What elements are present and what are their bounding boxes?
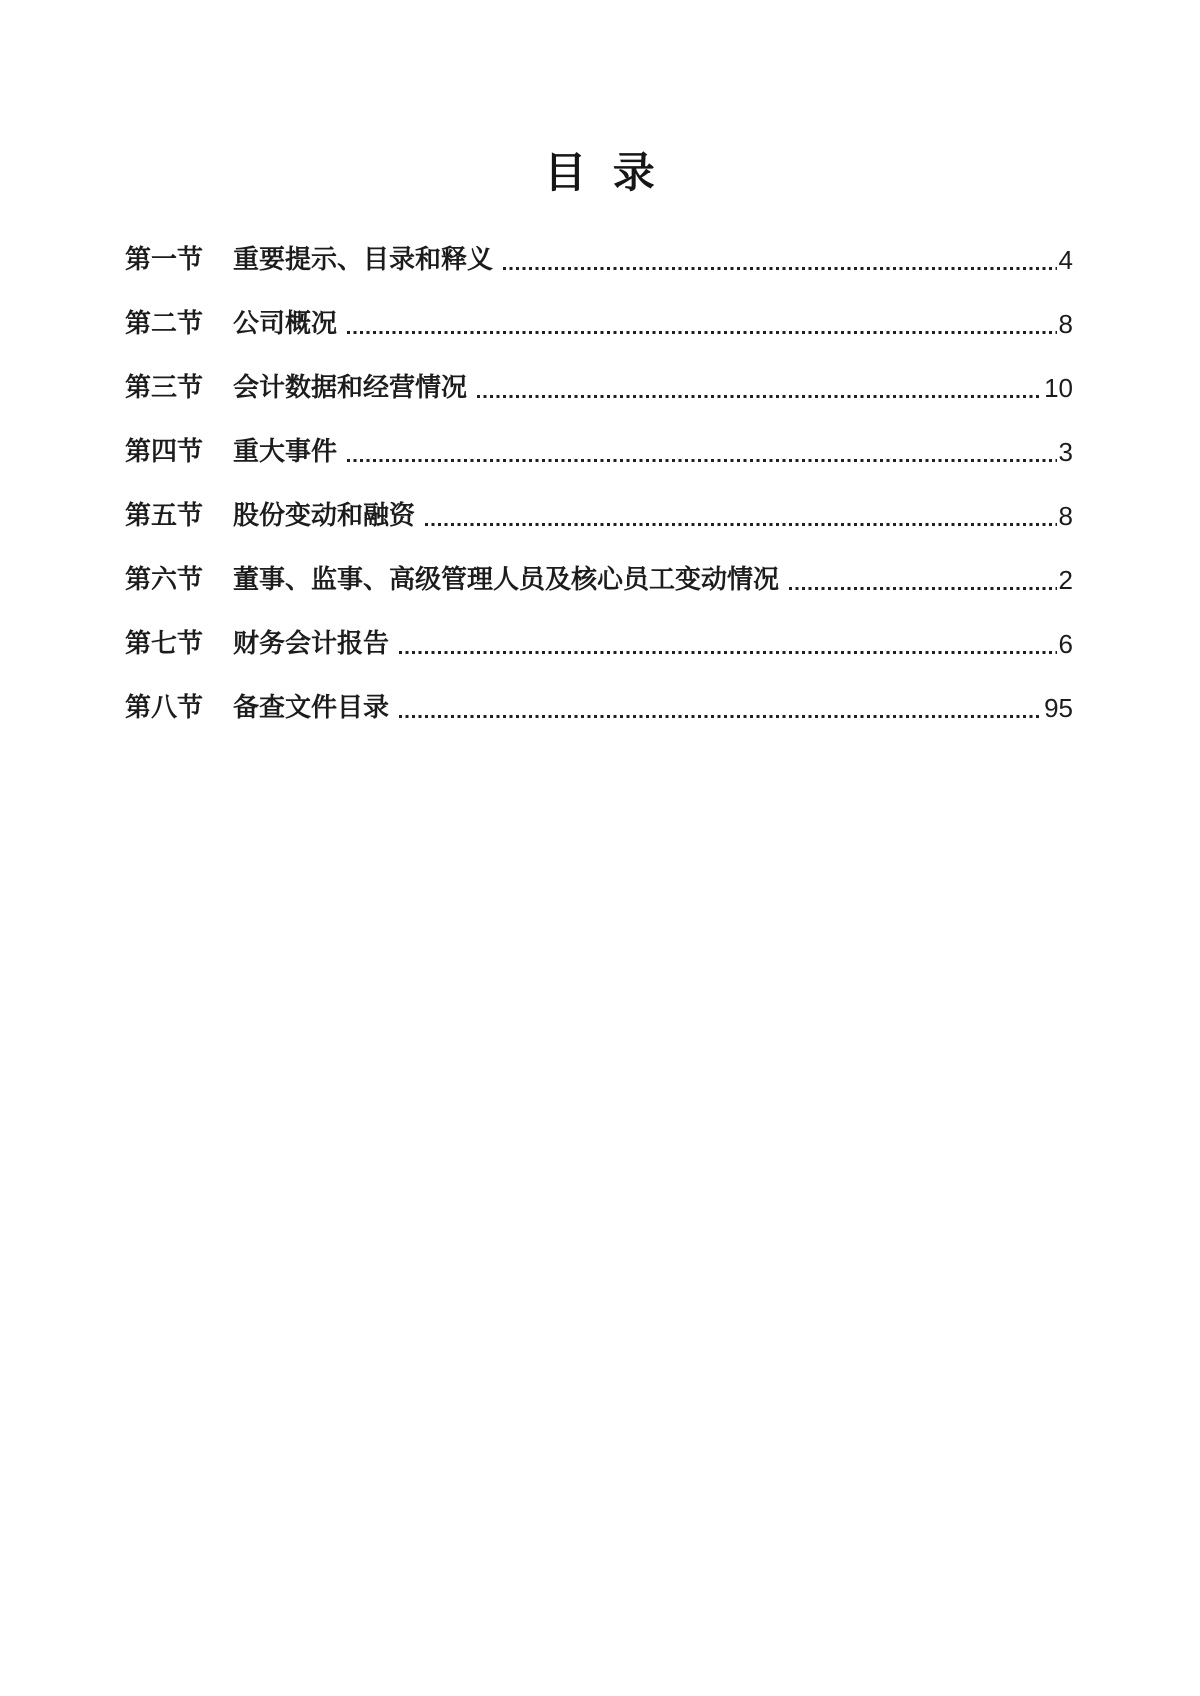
toc-chapter-label: 第一节 [125, 245, 204, 274]
toc-chapter-label: 第五节 [125, 501, 204, 530]
toc-entry-title: 备查文件目录 [233, 693, 390, 722]
toc-entry-title: 公司概况 [233, 309, 338, 338]
toc-page-number: 10 [1044, 373, 1073, 403]
toc-chapter-label: 第四节 [125, 437, 204, 466]
toc-entry[interactable] [125, 373, 1073, 403]
toc-page-number: 8 [1058, 501, 1073, 531]
toc-chapter-label: 第三节 [125, 373, 204, 402]
dot-leader [399, 715, 1042, 718]
toc-entry-title: 会计数据和经营情况 [233, 373, 468, 402]
toc-chapter-label: 第六节 [125, 565, 204, 594]
toc-list [125, 245, 1073, 723]
toc-entry[interactable] [125, 501, 1073, 531]
dot-leader [503, 267, 1057, 270]
toc-entry[interactable] [125, 309, 1073, 339]
toc-entry[interactable] [125, 693, 1073, 723]
toc-entry[interactable] [125, 245, 1073, 275]
toc-entry-title: 重要提示、目录和释义 [233, 245, 494, 274]
dot-leader [347, 331, 1057, 334]
toc-page-number: 4 [1058, 245, 1073, 275]
page-title: 目 录 [544, 151, 656, 197]
toc-entry[interactable] [125, 629, 1073, 659]
dot-leader [477, 395, 1042, 398]
dot-leader [399, 651, 1057, 654]
toc-page-number: 6 [1058, 629, 1073, 659]
toc-chapter-label: 第八节 [125, 693, 204, 722]
toc-entry[interactable] [125, 437, 1073, 467]
toc-entry[interactable] [125, 565, 1073, 595]
toc-chapter-label: 第七节 [125, 629, 204, 658]
toc-chapter-label: 第二节 [125, 309, 204, 338]
dot-leader [425, 523, 1057, 526]
toc-page-number: 2 [1058, 565, 1073, 595]
toc-page-number: 8 [1058, 309, 1073, 339]
toc-entry-title: 董事、监事、高级管理人员及核心员工变动情况 [233, 565, 780, 594]
toc-entry-title: 财务会计报告 [233, 629, 390, 658]
toc-page-number: 3 [1058, 437, 1073, 467]
dot-leader [347, 459, 1057, 462]
toc-page-number: 95 [1044, 693, 1073, 723]
toc-entry-title: 股份变动和融资 [233, 501, 416, 530]
dot-leader [789, 587, 1057, 590]
toc-entry-title: 重大事件 [233, 437, 338, 466]
